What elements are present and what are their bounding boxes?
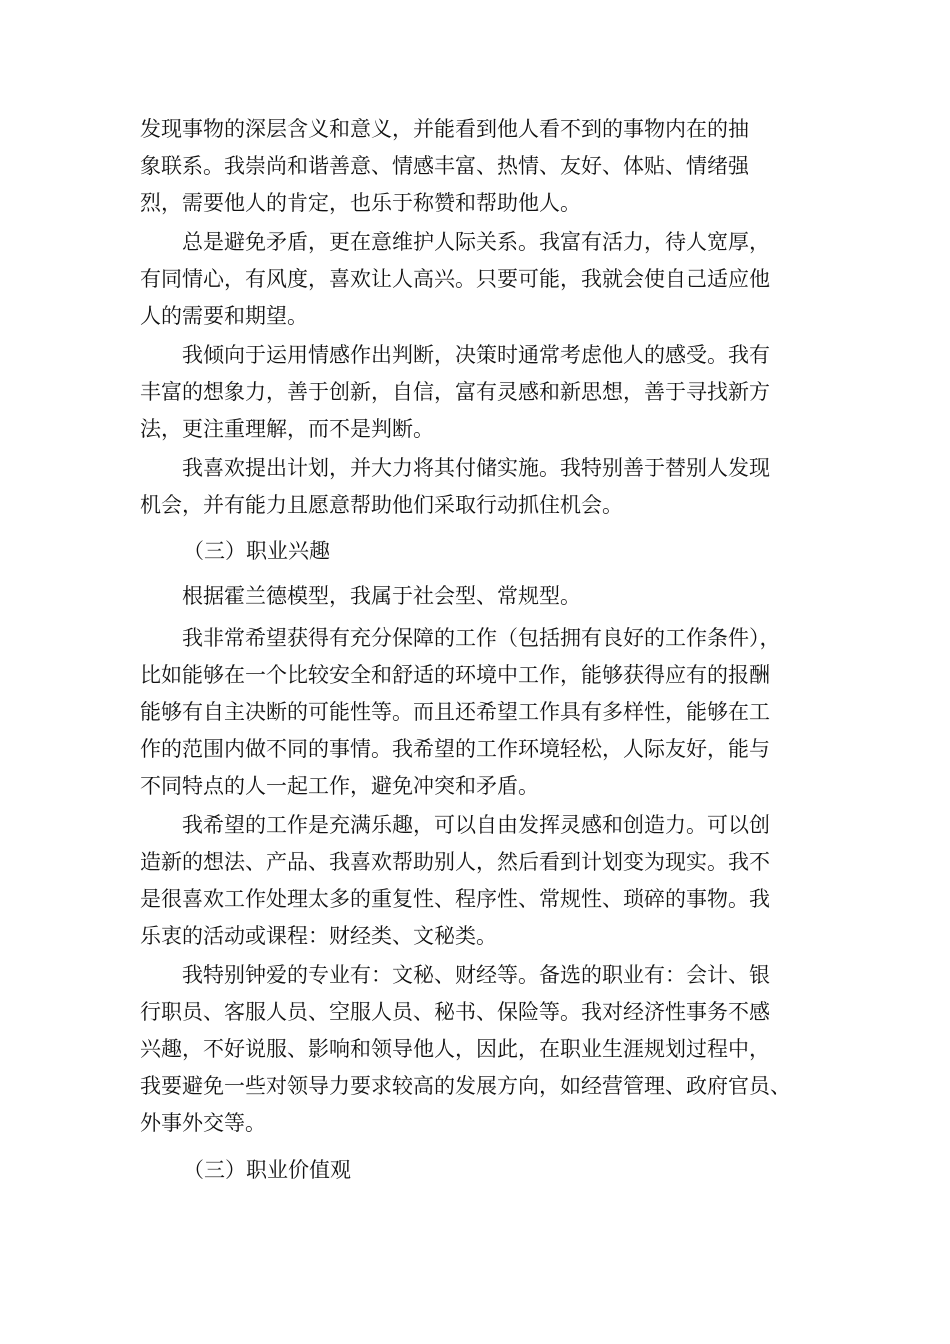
text-line: 作的范围内做不同的事情。我希望的工作环境轻松，人际友好，能与 — [140, 737, 770, 761]
text-line: 根据霍兰德模型，我属于社会型、常规型。 — [182, 584, 581, 608]
text-line: 我非常希望获得有充分保障的工作（包括拥有良好的工作条件）， — [182, 626, 781, 650]
text-line: 丰富的想象力，善于创新，自信，富有灵感和新思想，善于寻找新方 — [140, 380, 770, 404]
text-line: 我倾向于运用情感作出判断，决策时通常考虑他人的感受。我有 — [182, 343, 770, 367]
text-line: 我特别钟爱的专业有：文秘、财经等。备选的职业有：会计、银 — [182, 963, 770, 987]
text-line: 有同情心，有风度，喜欢让人高兴。只要可能，我就会使自己适应他 — [140, 267, 770, 291]
text-line: 机会，并有能力且愿意帮助他们采取行动抓住机会。 — [140, 493, 623, 517]
text-line: 比如能够在一个比较安全和舒适的环境中工作，能够获得应有的报酬 — [140, 663, 770, 687]
text-line: 行职员、客服人员、空服人员、秘书、保险等。我对经济性事务不感 — [140, 1000, 770, 1024]
text-line: 法，更注重理解，而不是判断。 — [140, 417, 434, 441]
text-line: 是很喜欢工作处理太多的重复性、程序性、常规性、琐碎的事物。我 — [140, 887, 770, 911]
text-line: 发现事物的深层含义和意义，并能看到他人看不到的事物内在的抽 — [140, 117, 749, 141]
text-line: 总是避免矛盾，更在意维护人际关系。我富有活力，待人宽厚， — [182, 230, 770, 254]
section-heading: （三）职业价值观 — [183, 1158, 351, 1182]
text-line: 外事外交等。 — [140, 1111, 266, 1135]
text-line: 我喜欢提出计划，并大力将其付储实施。我特别善于替别人发现 — [182, 456, 770, 480]
text-line: 不同特点的人一起工作，避免冲突和矛盾。 — [140, 774, 539, 798]
text-line: 我要避免一些对领导力要求较高的发展方向，如经营管理、政府官员、 — [140, 1074, 791, 1098]
section-heading: （三）职业兴趣 — [183, 539, 330, 563]
text-line: 造新的想法、产品、我喜欢帮助别人，然后看到计划变为现实。我不 — [140, 850, 770, 874]
text-line: 兴趣，不好说服、影响和领导他人，因此，在职业生涯规划过程中， — [140, 1037, 770, 1061]
text-line: 我希望的工作是充满乐趣，可以自由发挥灵感和创造力。可以创 — [182, 813, 770, 837]
text-line: 能够有自主决断的可能性等。而且还希望工作具有多样性，能够在工 — [140, 700, 770, 724]
text-line: 烈，需要他人的肯定，也乐于称赞和帮助他人。 — [140, 191, 581, 215]
text-line: 乐衷的活动或课程：财经类、文秘类。 — [140, 924, 497, 948]
text-line: 象联系。我崇尚和谐善意、情感丰富、热情、友好、体贴、情绪强 — [140, 154, 749, 178]
text-line: 人的需要和期望。 — [140, 304, 308, 328]
